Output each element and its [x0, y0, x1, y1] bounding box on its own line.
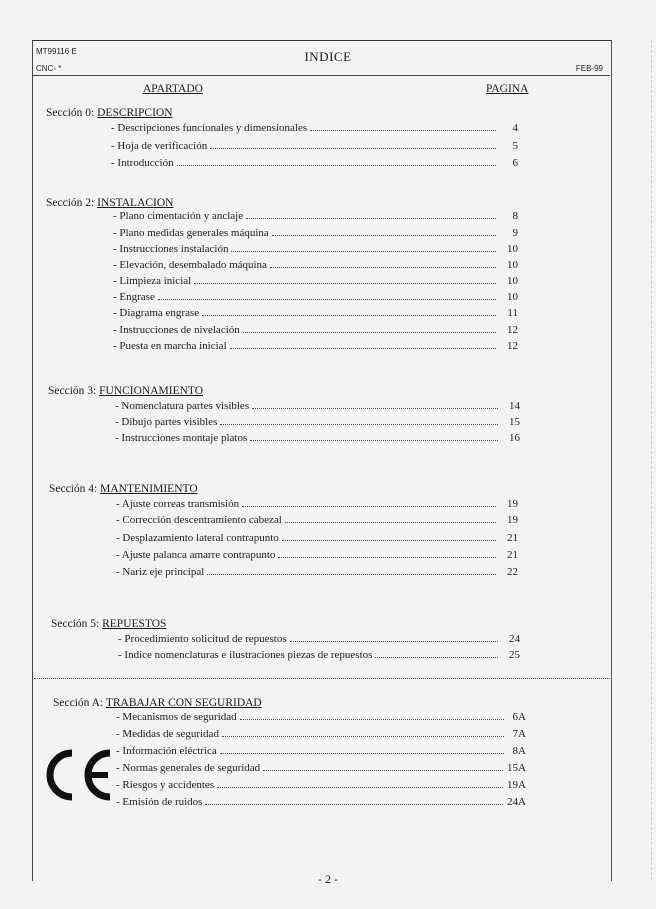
header-divider [32, 75, 610, 76]
entry-label: - Riesgos y accidentes [116, 779, 215, 791]
section-prefix: Sección A: [53, 697, 104, 709]
entry-label: - Emisión de ruidos [116, 796, 203, 808]
entry-page: 9 [512, 227, 518, 239]
toc-entry[interactable] [113, 324, 518, 341]
toc-entry[interactable] [113, 227, 518, 244]
toc-entry[interactable] [111, 157, 518, 174]
toc-entry[interactable] [116, 566, 518, 583]
section-heading-0 [46, 107, 173, 119]
toc-entry[interactable] [116, 711, 526, 728]
entry-page: 12 [507, 340, 518, 352]
leader-dots [242, 505, 496, 507]
document-code: MT99116 E [36, 47, 77, 56]
entry-page: 22 [507, 566, 518, 578]
toc-entry[interactable] [116, 779, 526, 796]
toc-entry[interactable] [111, 122, 518, 139]
entry-page: 21 [507, 549, 518, 561]
toc-entry[interactable] [113, 307, 518, 324]
column-header-pagina: PAGINA [486, 83, 529, 95]
toc-entry[interactable] [116, 728, 526, 745]
leader-dots [217, 786, 503, 788]
section-prefix: Sección 2: [46, 197, 95, 209]
entry-label: - Dibujo partes visibles [115, 416, 218, 428]
entry-label: - Instrucciones instalación [113, 243, 229, 255]
toc-entry[interactable] [118, 633, 520, 650]
ce-mark-icon [38, 745, 116, 805]
entry-page: 21 [507, 532, 518, 544]
toc-entry[interactable] [116, 745, 526, 762]
leader-dots [222, 735, 504, 737]
leader-dots [375, 656, 498, 658]
entry-page: 14 [509, 400, 520, 412]
entry-page: 19 [507, 514, 518, 526]
leader-dots [250, 439, 498, 441]
page-number: - 2 - [318, 872, 338, 886]
entry-page: 8 [512, 210, 518, 222]
entry-page: 10 [507, 243, 518, 255]
toc-entry[interactable] [116, 762, 526, 779]
entry-page: 4 [512, 122, 518, 134]
toc-entry[interactable] [116, 549, 518, 566]
entry-label: - Plano cimentación y anclaje [113, 210, 244, 222]
entry-page: 10 [507, 291, 518, 303]
toc-entry[interactable] [115, 432, 520, 449]
entry-page: 5 [512, 140, 518, 152]
section-name: INSTALACION [97, 197, 174, 209]
leader-dots [310, 129, 496, 131]
entry-page: 6A [512, 711, 526, 723]
entry-label: - Procedimiento solicitud de repuestos [118, 633, 287, 645]
entry-label: - Desplazamiento lateral contrapunto [116, 532, 279, 544]
leader-dots [194, 282, 496, 284]
entry-page: 15 [509, 416, 520, 428]
section-name: TRABAJAR CON SEGURIDAD [105, 697, 262, 709]
entry-label: - Información eléctrica [116, 745, 217, 757]
entry-label: - Elevación, desembalado máquina [113, 259, 267, 271]
section-name: REPUESTOS [102, 618, 167, 630]
leader-dots [220, 423, 498, 425]
entry-label: - Descripciones funcionales y dimensionales [111, 122, 308, 134]
entry-page: 7A [512, 728, 526, 740]
entry-label: - Plano medidas generales máquina [113, 227, 269, 239]
leader-dots [282, 539, 496, 541]
entry-label: - Instrucciones montaje platos [115, 432, 248, 444]
toc-entry[interactable] [113, 340, 518, 357]
page-title: INDICE [304, 49, 352, 64]
section-name: FUNCIONAMIENTO [99, 385, 204, 397]
toc-entry[interactable] [115, 400, 520, 417]
toc-entry[interactable] [113, 291, 518, 308]
entry-label: - Medidas de seguridad [116, 728, 219, 740]
entry-label: - Indice nomenclaturas e ilustraciones piezas de repuestos [118, 649, 373, 661]
entry-page: 25 [509, 649, 520, 661]
entry-label: - Corrección descentramiento cabezal [116, 514, 282, 526]
toc-entry[interactable] [113, 259, 518, 276]
leader-dots [202, 314, 496, 316]
entry-label: - Engrase [113, 291, 155, 303]
toc-entry[interactable] [111, 140, 518, 157]
leader-dots [290, 640, 498, 642]
entry-label: - Ajuste correas transmisión [116, 498, 240, 510]
leader-dots [205, 803, 503, 805]
entry-label: - Limpieza inicial [113, 275, 192, 287]
entry-page: 10 [507, 259, 518, 271]
machine-model: CNC- * [36, 64, 62, 73]
leader-dots [158, 298, 496, 300]
entry-page: 11 [507, 307, 518, 319]
toc-entry[interactable] [118, 649, 520, 666]
toc-entry[interactable] [116, 498, 518, 515]
entry-label: - Normas generales de seguridad [116, 762, 261, 774]
leader-dots [252, 407, 498, 409]
section-prefix: Sección 0: [46, 107, 95, 119]
leader-dots [243, 331, 496, 333]
entry-page: 10 [507, 275, 518, 287]
leader-dots [246, 217, 496, 219]
section-name: DESCRIPCION [97, 107, 173, 119]
toc-entry[interactable] [116, 532, 518, 549]
entry-page: 16 [509, 432, 520, 444]
entry-page: 8A [512, 745, 526, 757]
section-heading-4 [49, 483, 198, 495]
entry-page: 19A [507, 779, 526, 791]
toc-entry[interactable] [116, 514, 518, 531]
entry-page: 24A [507, 796, 526, 808]
column-header-apartado: APARTADO [143, 83, 203, 95]
entry-label: - Nomenclatura partes visibles [115, 400, 250, 412]
entry-label: - Puesta en marcha inicial [113, 340, 227, 352]
document-date: FEB-99 [575, 64, 603, 73]
leader-dots [270, 266, 496, 268]
entry-label: - Introducción [111, 157, 174, 169]
entry-label: - Diagrama engrase [113, 307, 200, 319]
page-edge [651, 40, 652, 880]
leader-dots [177, 164, 496, 166]
toc-entry[interactable] [113, 275, 518, 292]
leader-dots [210, 147, 496, 149]
leader-dots [207, 573, 496, 575]
leader-dots [231, 250, 496, 252]
leader-dots [240, 718, 504, 720]
entry-label: - Hoja de verificación [111, 140, 208, 152]
section-prefix: Sección 4: [49, 483, 98, 495]
section-name: MANTENIMIENTO [100, 483, 198, 495]
entry-label: - Ajuste palanca amarre contrapunto [116, 549, 276, 561]
entry-page: 6 [512, 157, 518, 169]
toc-entry[interactable] [116, 796, 526, 813]
leader-dots [272, 234, 496, 236]
entry-page: 15A [507, 762, 526, 774]
leader-dots [285, 521, 496, 523]
section-prefix: Sección 3: [48, 385, 97, 397]
section-heading-5 [51, 618, 166, 630]
entry-page: 12 [507, 324, 518, 336]
entry-page: 19 [507, 498, 518, 510]
leader-dots [220, 752, 504, 754]
entry-label: - Instrucciones de nivelación [113, 324, 240, 336]
section-heading-2 [46, 197, 174, 209]
toc-entry[interactable] [113, 243, 518, 260]
section-divider [34, 678, 610, 679]
toc-entry[interactable] [113, 210, 518, 227]
section-heading-a [53, 697, 262, 709]
entry-label: - Nariz eje principal [116, 566, 205, 578]
entry-label: - Mecanismos de seguridad [116, 711, 237, 723]
section-prefix: Sección 5: [51, 618, 100, 630]
leader-dots [263, 769, 503, 771]
leader-dots [278, 556, 496, 558]
entry-page: 24 [509, 633, 520, 645]
section-heading-3 [48, 385, 203, 397]
toc-entry[interactable] [115, 416, 520, 433]
leader-dots [230, 347, 496, 349]
